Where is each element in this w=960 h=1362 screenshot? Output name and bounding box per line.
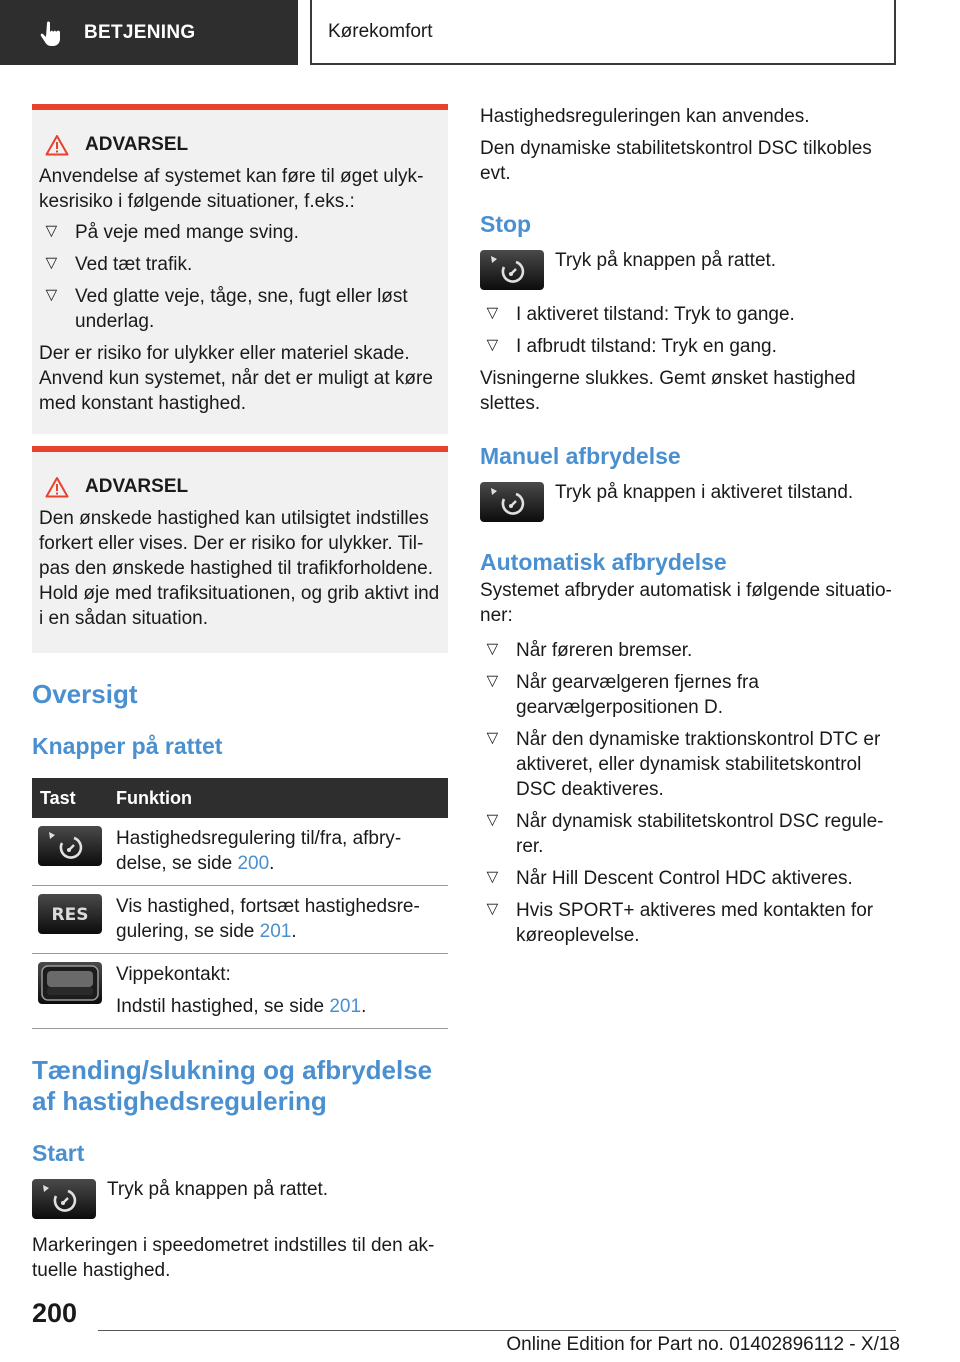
speedometer-arrow-icon xyxy=(480,482,544,522)
heading-manual: Manuel afbrydelse xyxy=(480,443,681,469)
list-item: ▷ Når den dynamiske traktionskontrol DTC er aktiveret, eller dynamisk stabilitetskontrol DSC deaktiveres. xyxy=(480,727,900,802)
paragraph: Den dynamiske stabilitetskontrol DSC tilkobles evt. xyxy=(480,138,872,184)
stop-list xyxy=(480,302,900,359)
list-item: ▷ Når Hill Descent Control HDC aktiveres. xyxy=(480,866,900,891)
rocker-switch-icon xyxy=(38,962,102,1004)
auto-list xyxy=(480,638,900,948)
stop-instruction: Tryk på knappen på rattet. xyxy=(480,248,900,290)
warning-box xyxy=(32,104,448,434)
heading-overview: Oversigt xyxy=(32,679,138,709)
cruise-control-button-image xyxy=(480,250,544,290)
manual-instruction: Tryk på knappen i aktiveret tilstand. xyxy=(480,480,900,522)
list-item: ▷ I aktiveret tilstand: Tryk to gange. xyxy=(480,302,900,327)
list-item: ▷ Hvis SPORT+ aktiveres med kontakten for køreoplevelse. xyxy=(480,898,900,948)
list-item: ▷ Ved glatte veje, tåge, sne, fugt eller løst underlag. xyxy=(39,284,440,334)
list-item: ▷ Når føreren bremser. xyxy=(480,638,900,663)
list-item: ▷ Ved tæt trafik. xyxy=(39,252,440,277)
list-item: ▷ Når gearvælgeren fjernes fra gearvælgerpositionen D. xyxy=(480,670,900,720)
page-link[interactable]: 201 xyxy=(329,996,362,1017)
heading-buttons: Knapper på rattet xyxy=(32,733,223,759)
footer-divider xyxy=(98,1330,896,1331)
heading-start: Start xyxy=(32,1140,85,1166)
speedometer-arrow-icon xyxy=(480,250,544,290)
warning-box xyxy=(32,446,448,653)
edition-note: Online Edition for Part no. 01402896112 - X/18 xyxy=(506,1334,900,1355)
heading-auto: Automatisk afbrydelse xyxy=(480,549,727,575)
left-column xyxy=(32,104,448,1283)
res-label: RES xyxy=(51,905,89,925)
stop-note: Visningerne slukkes. Gemt ønsket hastighed slettes. xyxy=(480,368,856,414)
section-title: BETJENING xyxy=(84,22,196,43)
heading-onoff: Tænding/slukning og afbrydelse af hastighedsregulering xyxy=(32,1055,433,1116)
warning-text: Der er risiko for ulykker eller materiel skade. Anvend kun systemet, når det er muligt at køre med konstant hastighed. xyxy=(39,343,433,414)
warning-triangle-icon xyxy=(45,134,69,156)
page-link[interactable]: 201 xyxy=(259,921,292,942)
table-row: Vippekontakt: Indstil hastighed, se side 201. xyxy=(32,954,448,1029)
warning-title: ADVARSEL xyxy=(85,476,189,497)
buttons-table xyxy=(32,778,448,1029)
warning-list xyxy=(39,220,440,334)
page-number: 200 xyxy=(32,1298,78,1328)
start-instruction: Tryk på knappen på rattet. xyxy=(32,1177,448,1219)
list-item: ▷ I afbrudt tilstand: Tryk en gang. xyxy=(480,334,900,359)
warning-text: Den ønskede hastighed kan utilsigtet indstilles forkert eller vises. Der er risiko for ulykker. Tilpas den ønskede hastighed til trafikforholdene. Hold øje med trafiksituationen, og grib aktivt ind i en sådan situation. xyxy=(39,508,440,629)
warning-text: Anvendelse af systemet kan føre til øget ulykkesrisiko i følgende situationer, f.eks.: xyxy=(39,166,424,212)
table-row: RES Vis hastighed, fortsæt hastighedsregulering, se side 201. xyxy=(32,886,448,954)
start-note: Markeringen i speedometret indstilles til den aktuelle hastighed. xyxy=(32,1235,435,1281)
cruise-control-button-image xyxy=(38,826,102,866)
speedometer-arrow-icon xyxy=(38,826,102,866)
chapter-box xyxy=(310,0,896,65)
table-header-function: Funktion xyxy=(108,778,448,818)
right-column xyxy=(480,104,900,955)
cruise-control-button-image xyxy=(32,1179,96,1219)
res-button-image xyxy=(38,894,102,934)
warning-title: ADVARSEL xyxy=(85,134,189,155)
warning-triangle-icon xyxy=(45,476,69,498)
chapter-title: Kørekomfort xyxy=(328,21,433,42)
hand-pointer-icon xyxy=(38,19,66,47)
rocker-switch-image xyxy=(38,962,102,1004)
auto-intro: Systemet afbryder automatisk i følgende situationer: xyxy=(480,580,892,626)
page-link[interactable]: 200 xyxy=(237,853,270,874)
table-header-key: Tast xyxy=(32,778,108,818)
table-row: Hastighedsregulering til/fra, afbrydelse, se side 200. xyxy=(32,818,448,886)
speedometer-arrow-icon xyxy=(32,1179,96,1219)
cruise-control-button-image xyxy=(480,482,544,522)
heading-stop: Stop xyxy=(480,211,532,237)
section-tab xyxy=(0,0,298,65)
list-item: ▷ Når dynamisk stabilitetskontrol DSC regulerer. xyxy=(480,809,900,859)
paragraph: Hastighedsreguleringen kan anvendes. xyxy=(480,106,810,127)
list-item: ▷ På veje med mange sving. xyxy=(39,220,440,245)
